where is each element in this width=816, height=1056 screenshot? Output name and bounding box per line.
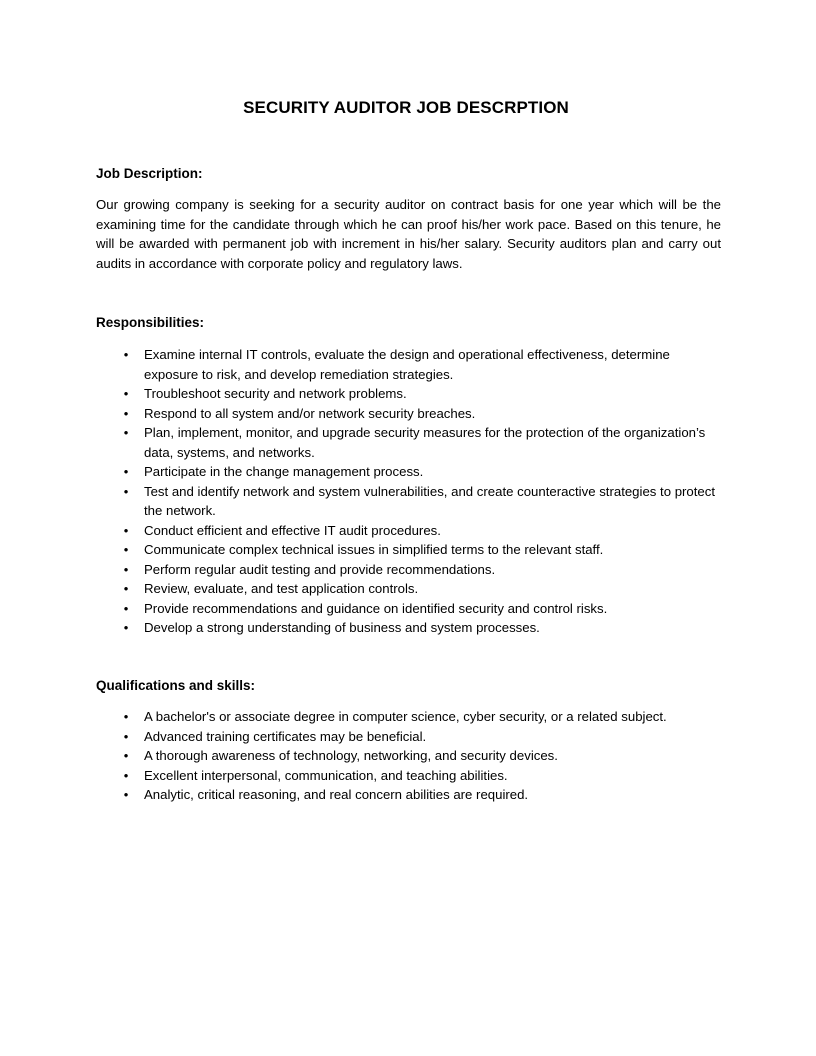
list-item [123,482,724,521]
list-item [123,766,724,786]
list-item-text: Excellent interpersonal, communication, and teaching abilities. [144,767,508,783]
bullet-icon: • [123,561,129,577]
list-item [123,404,724,424]
list-item-text: Communicate complex technical issues in simplified terms to the relevant staff. [144,542,604,557]
job-description-text: Our growing company is seeking for a security auditor on contract basis for one year which will be the examining time for the candidate through which he can proof his/her work pace. Based on this tenure, he will be awarded with permanent job with increment in his/her salary. Security auditors plan and carry out audits in accordance with corporate policy and regulatory laws. [96,197,721,271]
bullet-icon: • [123,709,129,724]
list-item-text: A thorough awareness of technology, networking, and security devices. [144,748,558,763]
bullet-icon: • [123,542,129,557]
bullet-icon: • [123,522,129,538]
list-item [123,746,724,766]
bullet-icon: • [123,464,129,479]
list-item [123,462,724,482]
list-item-text: Advanced training certificates may be beneficial. [144,728,427,744]
list-item [123,599,724,619]
list-item-text: Analytic, critical reasoning, and real concern abilities are required. [144,787,529,802]
bullet-icon: • [123,347,129,362]
list-item-text: Develop a strong understanding of business and system processes. [144,620,540,635]
bullet-icon: • [123,787,129,802]
bullet-icon: • [123,748,129,763]
list-item [123,521,724,541]
list-item-text: Troubleshoot security and network problems. [144,386,407,401]
responsibilities-heading: Responsibilities: [96,315,205,330]
bullet-icon: • [123,728,129,744]
list-item [123,618,724,638]
bullet-icon: • [123,767,129,783]
list-item [123,384,724,404]
list-item [123,707,724,727]
list-item-text: Review, evaluate, and test application controls. [144,581,419,596]
list-item-text: Participate in the change management process. [144,464,424,479]
list-item-text: Examine internal IT controls, evaluate the design and operational effectiveness, determine exposure to risk, and develop remediation strategies. [144,347,670,382]
list-item-text: Test and identify network and system vulnerabilities, and create counteractive strategies to protect the network. [144,483,716,518]
bullet-icon: • [123,405,129,421]
list-item [123,540,724,560]
list-item-text: Conduct efficient and effective IT audit procedures. [144,522,441,538]
list-item [123,345,724,384]
list-item-text: Plan, implement, monitor, and upgrade security measures for the protection of the organization’s data, systems, and networks. [144,425,706,460]
qualifications-list [123,707,724,805]
list-item [123,423,724,462]
responsibilities-list [123,345,724,638]
bullet-icon: • [123,600,129,616]
bullet-icon: • [123,620,129,635]
bullet-icon: • [123,425,129,440]
list-item-text: Perform regular audit testing and provide recommendations. [144,561,496,577]
list-item [123,785,724,805]
job-description-heading: Job Description: [96,166,203,181]
qualifications-heading: Qualifications and skills: [96,678,256,693]
bullet-icon: • [123,581,129,596]
list-item [123,727,724,747]
document-title: SECURITY AUDITOR JOB DESCRPTION [243,98,569,117]
bullet-icon: • [123,483,129,499]
list-item [123,579,724,599]
list-item-text: A bachelor's or associate degree in computer science, cyber security, or a related subject. [144,709,667,724]
list-item-text: Provide recommendations and guidance on identified security and control risks. [144,600,608,616]
list-item-text: Respond to all system and/or network security breaches. [144,405,476,421]
bullet-icon: • [123,386,129,401]
list-item [123,560,724,580]
